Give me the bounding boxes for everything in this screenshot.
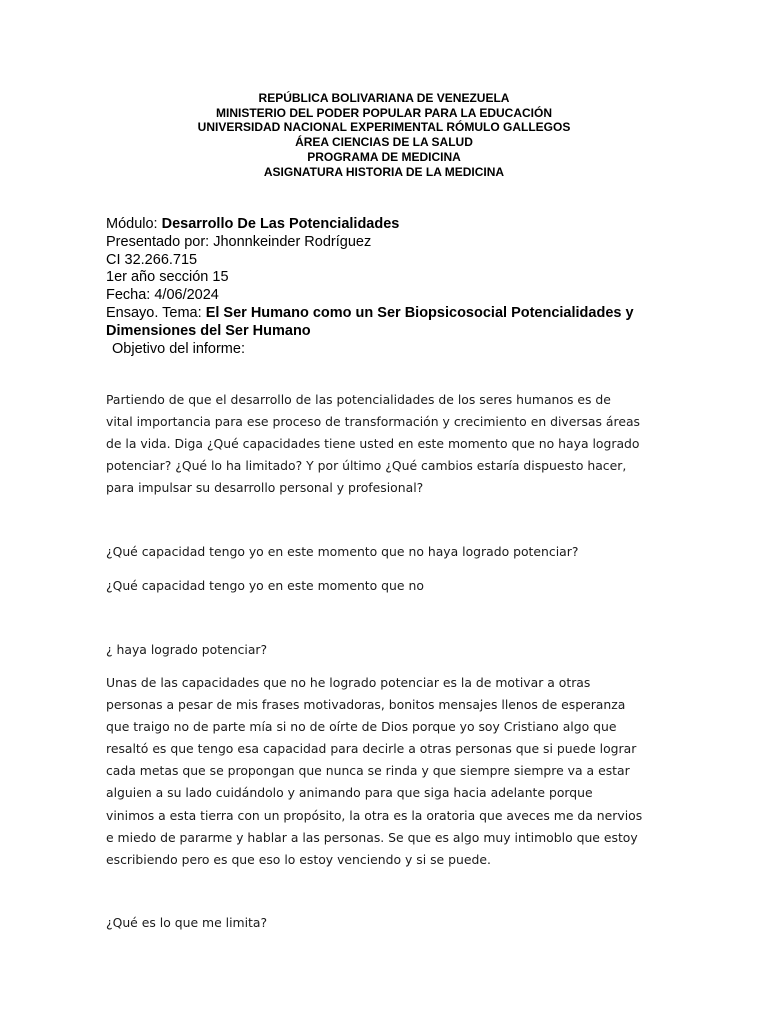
question-heading-part: ¿ haya logrado potenciar? <box>106 642 268 657</box>
question-heading: ¿Qué es lo que me limita? <box>106 915 268 930</box>
paragraph-line: personas a pesar de mis frases motivadoras, bonitos mensajes llenos de esperanza <box>106 697 626 713</box>
essay-label: Ensayo. Tema: <box>106 304 206 321</box>
paragraph-line: Partiendo de que el desarrollo de las potencialidades de los seres humanos es de <box>106 392 611 407</box>
presented-by: Presentado por: Jhonnkeinder Rodríguez <box>106 233 372 250</box>
year-section: 1er año sección 15 <box>106 269 229 286</box>
question-heading: ¿Qué capacidad tengo yo en este momento que no haya logrado potenciar? <box>106 544 579 559</box>
document-metadata <box>106 216 676 358</box>
paragraph-line: vinimos a esta tierra con un propósito, la otra es la oratoria que aveces me da nervios <box>106 807 643 823</box>
header-line: ASIGNATURA HISTORIA DE LA MEDICINA <box>263 164 505 179</box>
header-line: MINISTERIO DEL PODER POPULAR PARA LA EDUCACIÓN <box>215 105 553 120</box>
header-line: REPÚBLICA BOLIVARIANA DE VENEZUELA <box>258 91 510 105</box>
intro-paragraph <box>106 389 666 499</box>
essay-title: El Ser Humano como un Ser Biopsicosocial Potencialidades y Dimensiones del Ser Humano <box>106 304 634 339</box>
document-header <box>0 91 768 179</box>
paragraph-line: e miedo de pararme y hablar a las personas. Se que es algo muy intimoblo que estoy <box>106 829 638 845</box>
header-line: PROGRAMA DE MEDICINA <box>307 149 461 164</box>
paragraph-line: alguien a su lado cuidándolo y animando para que siga hacia adelante porque <box>106 785 593 801</box>
answer-paragraph <box>106 672 666 871</box>
paragraph-line: vital importancia para ese proceso de transformación y crecimiento en diversas áreas <box>106 414 640 430</box>
paragraph-line: de la vida. Diga ¿Qué capacidades tiene usted en este momento que no haya logrado <box>106 436 640 452</box>
paragraph-line: que traigo no de parte mía si no de oírte de Dios porque yo soy Cristiano algo que <box>106 719 617 735</box>
question-heading-part: ¿Qué capacidad tengo yo en este momento que no <box>106 578 424 593</box>
paragraph-line: potenciar? ¿Qué lo ha limitado? Y por último ¿Qué cambios estaría dispuesto hacer, <box>106 458 627 474</box>
objective-label: Objetivo del informe: <box>112 340 245 357</box>
paragraph-line: Unas de las capacidades que no he logrado potenciar es la de motivar a otras <box>106 675 591 690</box>
module-value: Desarrollo De Las Potencialidades <box>161 216 400 232</box>
module-label: Módulo: <box>106 216 162 232</box>
document-date: Fecha: 4/06/2024 <box>106 287 219 304</box>
paragraph-line: resaltó es que tengo esa capacidad para decirle a otras personas que si puede lograr <box>106 741 637 757</box>
paragraph-line: escribiendo pero es que eso lo estoy venciendo y si se puede. <box>106 851 491 867</box>
module-row <box>106 216 676 234</box>
student-id: CI 32.266.715 <box>106 251 198 268</box>
paragraph-line: para impulsar su desarrollo personal y profesional? <box>106 480 424 496</box>
header-line: UNIVERSIDAD NACIONAL EXPERIMENTAL RÓMULO GALLEGOS <box>197 120 571 135</box>
essay-row <box>106 305 676 341</box>
paragraph-line: cada metas que se propongan que nunca se rinda y que siempre siempre va a estar <box>106 763 630 779</box>
header-line: ÁREA CIENCIAS DE LA SALUD <box>295 135 473 150</box>
